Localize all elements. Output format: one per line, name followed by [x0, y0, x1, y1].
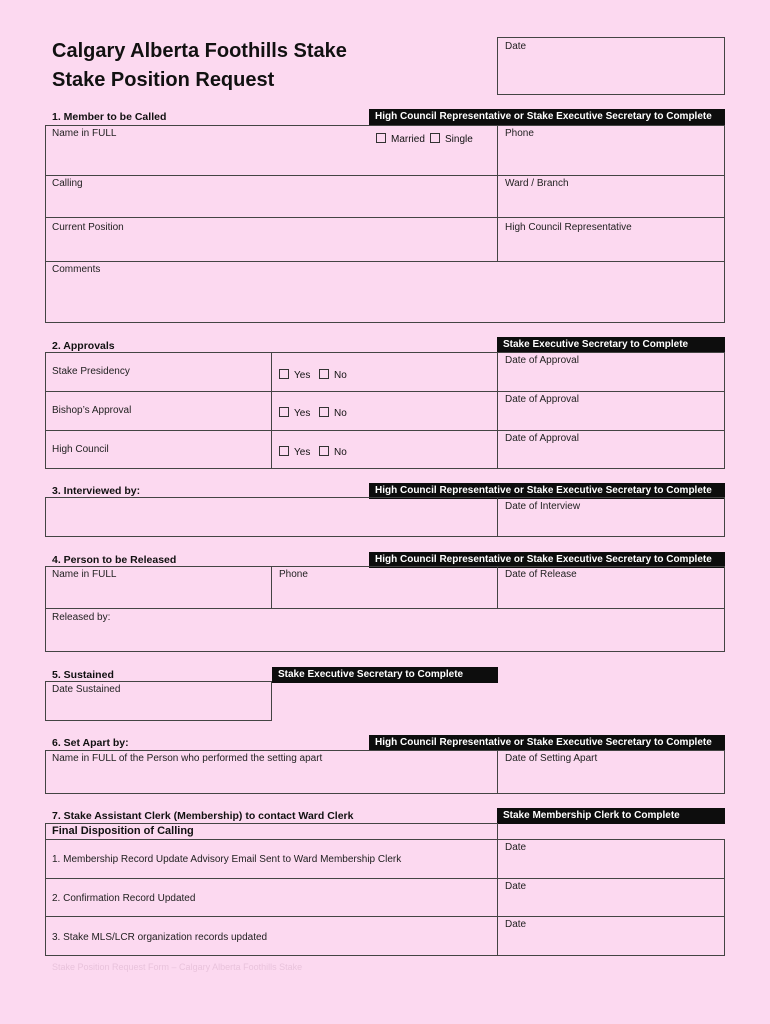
no-checkbox[interactable] — [319, 446, 329, 456]
calling-field[interactable] — [45, 175, 498, 218]
disposition-row-2 — [45, 878, 498, 917]
member-name-label: Name in FULL — [52, 128, 117, 139]
bishops-approval-date-field[interactable] — [497, 391, 725, 431]
date-label: Date — [505, 919, 527, 930]
ward-branch-label: Ward / Branch — [505, 178, 569, 189]
form-title-line1: Calgary Alberta Foothills Stake — [52, 40, 347, 62]
high-council-options — [271, 430, 498, 469]
bishops-approval-no[interactable]: No — [319, 407, 347, 419]
disposition-row-3 — [45, 916, 498, 956]
disposition-row-1-label: 1. Membership Record Update Advisory Email Sent to Ward Membership Clerk — [52, 854, 402, 865]
section7-bar: Stake Membership Clerk to Complete — [497, 808, 725, 824]
section5-heading: 5. Sustained — [52, 669, 114, 681]
released-by-field[interactable] — [45, 608, 725, 652]
comments-label: Comments — [52, 264, 101, 275]
high-council-no[interactable]: No — [319, 446, 347, 458]
stake-presidency-no[interactable]: No — [319, 369, 347, 381]
stake-presidency-row — [45, 352, 272, 392]
disposition-row-2-label: 2. Confirmation Record Updated — [52, 893, 196, 904]
release-name-field[interactable] — [45, 566, 272, 609]
section2-heading: 2. Approvals — [52, 340, 115, 352]
release-phone-field[interactable] — [271, 566, 498, 609]
section2-bar: Stake Executive Secretary to Complete — [497, 337, 725, 353]
phone-field[interactable] — [497, 125, 725, 176]
high-council-yes[interactable]: Yes — [279, 446, 310, 458]
interviewed-by-field[interactable] — [45, 497, 498, 537]
header-date-field[interactable] — [497, 37, 725, 95]
date-of-approval-label: Date of Approval — [505, 433, 579, 444]
disposition-row-3-date[interactable] — [497, 916, 725, 956]
calling-label: Calling — [52, 178, 83, 189]
section6-bar: High Council Representative or Stake Executive Secretary to Complete — [369, 735, 725, 751]
single-option[interactable]: Single — [430, 133, 473, 145]
date-of-interview-label: Date of Interview — [505, 501, 581, 512]
married-checkbox[interactable] — [376, 133, 386, 143]
date-sustained-field[interactable] — [45, 681, 272, 721]
no-checkbox[interactable] — [319, 407, 329, 417]
date-label: Date — [505, 842, 527, 853]
phone-label: Phone — [505, 128, 534, 139]
stake-presidency-date-field[interactable] — [497, 352, 725, 392]
final-disposition-header — [45, 823, 498, 840]
yes-checkbox[interactable] — [279, 446, 289, 456]
set-apart-date-field[interactable] — [497, 750, 725, 794]
single-checkbox[interactable] — [430, 133, 440, 143]
set-apart-name-label: Name in FULL of the Person who performed the setting apart — [52, 753, 323, 764]
date-of-setting-apart-label: Date of Setting Apart — [505, 753, 598, 764]
final-disposition-heading: Final Disposition of Calling — [52, 825, 194, 837]
section7-heading: 7. Stake Assistant Clerk (Membership) to contact Ward Clerk — [52, 810, 354, 822]
section1-bar: High Council Representative or Stake Executive Secretary to Complete — [369, 109, 725, 125]
interview-date-field[interactable] — [497, 497, 725, 537]
release-date-field[interactable] — [497, 566, 725, 609]
ward-branch-field[interactable] — [497, 175, 725, 218]
disposition-row-2-date[interactable] — [497, 878, 725, 917]
date-label: Date — [505, 881, 527, 892]
set-apart-name-field[interactable] — [45, 750, 498, 794]
disposition-row-3-label: 3. Stake MLS/LCR organization records updated — [52, 932, 268, 943]
married-option[interactable]: Married — [376, 133, 425, 145]
yes-checkbox[interactable] — [279, 407, 289, 417]
no-checkbox[interactable] — [319, 369, 329, 379]
bishops-approval-yes[interactable]: Yes — [279, 407, 310, 419]
bishops-approval-row — [45, 391, 272, 431]
form-title-line2: Stake Position Request — [52, 69, 275, 91]
date-sustained-label: Date Sustained — [52, 684, 121, 695]
section3-heading: 3. Interviewed by: — [52, 485, 141, 497]
release-name-label: Name in FULL — [52, 569, 117, 580]
date-of-approval-label: Date of Approval — [505, 355, 579, 366]
section5-bar: Stake Executive Secretary to Complete — [272, 667, 498, 683]
release-phone-label: Phone — [279, 569, 308, 580]
date-of-release-label: Date of Release — [505, 569, 577, 580]
section4-bar: High Council Representative or Stake Executive Secretary to Complete — [369, 552, 725, 568]
disposition-row-1 — [45, 839, 498, 879]
disposition-row-1-date[interactable] — [497, 839, 725, 879]
section1-heading: 1. Member to be Called — [52, 111, 167, 123]
released-by-label: Released by: — [52, 612, 111, 623]
section6-heading: 6. Set Apart by: — [52, 737, 129, 749]
high-council-row — [45, 430, 272, 469]
section3-bar: High Council Representative or Stake Executive Secretary to Complete — [369, 483, 725, 499]
header-date-label: Date — [505, 41, 527, 52]
high-council-date-field[interactable] — [497, 430, 725, 469]
footer-text: Stake Position Request Form – Calgary Alberta Foothills Stake — [52, 962, 303, 972]
bishops-approval-options — [271, 391, 498, 431]
section4-heading: 4. Person to be Released — [52, 554, 177, 566]
stake-presidency-yes[interactable]: Yes — [279, 369, 310, 381]
stake-presidency-label: Stake Presidency — [52, 366, 130, 377]
stake-presidency-options — [271, 352, 498, 392]
date-of-approval-label: Date of Approval — [505, 394, 579, 405]
hc-representative-label: High Council Representative — [505, 222, 632, 233]
hc-representative-field[interactable] — [497, 217, 725, 262]
comments-field[interactable] — [45, 261, 725, 323]
high-council-label: High Council — [52, 444, 109, 455]
current-position-label: Current Position — [52, 222, 124, 233]
yes-checkbox[interactable] — [279, 369, 289, 379]
member-name-field[interactable] — [45, 125, 498, 176]
bishops-approval-label: Bishop’s Approval — [52, 405, 132, 416]
current-position-field[interactable] — [45, 217, 498, 262]
